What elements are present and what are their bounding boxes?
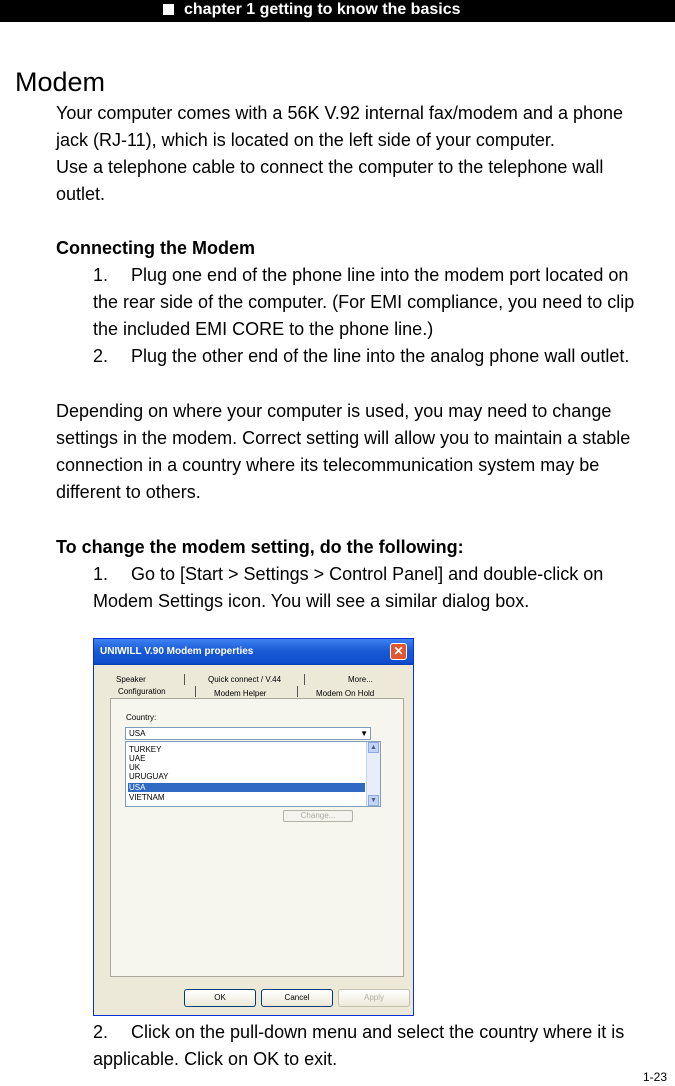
tab-divider <box>297 686 298 697</box>
scroll-up-icon[interactable]: ▲ <box>368 742 379 753</box>
list-item[interactable]: UAE <box>129 754 146 763</box>
change-step-2-line-2: applicable. Click on OK to exit. <box>93 1049 338 1069</box>
list-scrollbar[interactable] <box>366 742 380 806</box>
country-list[interactable] <box>125 741 381 807</box>
close-icon[interactable]: ✕ <box>390 643 407 660</box>
intro-line-2: jack (RJ-11), which is located on the left side of your computer. <box>56 130 555 150</box>
change-heading: To change the modem setting, do the following: <box>56 537 464 557</box>
change-button[interactable]: Change... <box>283 810 353 822</box>
page-number: 1-23 <box>643 1070 668 1084</box>
change-step-1 <box>93 563 603 585</box>
scroll-down-icon[interactable]: ▼ <box>368 795 379 806</box>
tab-divider <box>184 674 185 685</box>
connecting-step-1-line-3: the included EMI CORE to the phone line.) <box>93 319 434 339</box>
dialog-title-bar <box>94 639 413 665</box>
settings-para-line-2: settings in the modem. Correct setting will allow you to maintain a stable <box>56 428 631 448</box>
list-item[interactable]: TURKEY <box>129 745 162 754</box>
settings-para-line-1: Depending on where your computer is used, you may need to change <box>56 401 612 421</box>
list-item[interactable]: URUGUAY <box>129 772 169 781</box>
settings-para-line-4: different to others. <box>56 482 201 502</box>
tab-quick-connect[interactable]: Quick connect / V.44 <box>208 675 282 684</box>
settings-para-line-3: connection in a country where its telecommunication system may be <box>56 455 600 475</box>
intro-line-1: Your computer comes with a 56K V.92 internal fax/modem and a phone <box>56 103 624 123</box>
tab-more[interactable]: More... <box>348 675 373 684</box>
tab-divider <box>195 686 196 697</box>
modem-properties-dialog <box>93 638 414 1016</box>
dropdown-arrow-icon[interactable]: ▼ <box>360 729 368 738</box>
connecting-step-1-line-2: the rear side of the computer. (For EMI compliance, you need to clip <box>93 292 635 312</box>
step-text: Plug the other end of the line into the analog phone wall outlet. <box>131 346 630 366</box>
section-title: Modem <box>15 67 106 97</box>
country-select[interactable] <box>125 727 371 740</box>
country-label: Country: <box>126 713 157 722</box>
ok-button[interactable]: OK <box>184 989 256 1007</box>
cancel-button[interactable]: Cancel <box>261 989 333 1007</box>
tab-modem-on-hold[interactable]: Modem On Hold <box>316 689 375 698</box>
intro-line-4: outlet. <box>56 184 106 204</box>
chapter-title: chapter 1 getting to know the basics <box>184 1 461 18</box>
chapter-header-bar <box>0 0 675 22</box>
connecting-step-1 <box>93 264 628 286</box>
connecting-heading: Connecting the Modem <box>56 238 255 258</box>
step-text: Plug one end of the phone line into the modem port located on <box>131 265 629 285</box>
list-item[interactable]: VIETNAM <box>129 793 165 802</box>
apply-button[interactable]: Apply <box>338 989 410 1007</box>
step-number: 1. <box>93 265 109 285</box>
tab-speaker[interactable]: Speaker <box>116 675 146 684</box>
intro-line-3: Use a telephone cable to connect the computer to the telephone wall <box>56 157 604 177</box>
tab-configuration[interactable]: Configuration <box>118 687 166 696</box>
step-number: 1. <box>93 564 109 584</box>
list-item[interactable]: UK <box>129 763 141 772</box>
tab-modem-helper[interactable]: Modem Helper <box>214 689 267 698</box>
step-text: Click on the pull-down menu and select the country where it is <box>131 1022 625 1042</box>
change-step-2 <box>93 1021 624 1043</box>
step-number: 2. <box>93 346 109 366</box>
tab-divider <box>304 674 305 685</box>
square-bullet-icon <box>163 4 174 15</box>
step-text: Go to [Start > Settings > Control Panel] and double-click on <box>131 564 604 584</box>
connecting-step-2 <box>93 345 629 367</box>
list-item-selected[interactable]: USA <box>128 783 365 792</box>
step-number: 2. <box>93 1022 109 1042</box>
change-step-1-line-2: Modem Settings icon. You will see a similar dialog box. <box>93 591 530 611</box>
country-select-value: USA <box>129 729 146 738</box>
dialog-title: UNIWILL V.90 Modem properties <box>100 646 254 657</box>
